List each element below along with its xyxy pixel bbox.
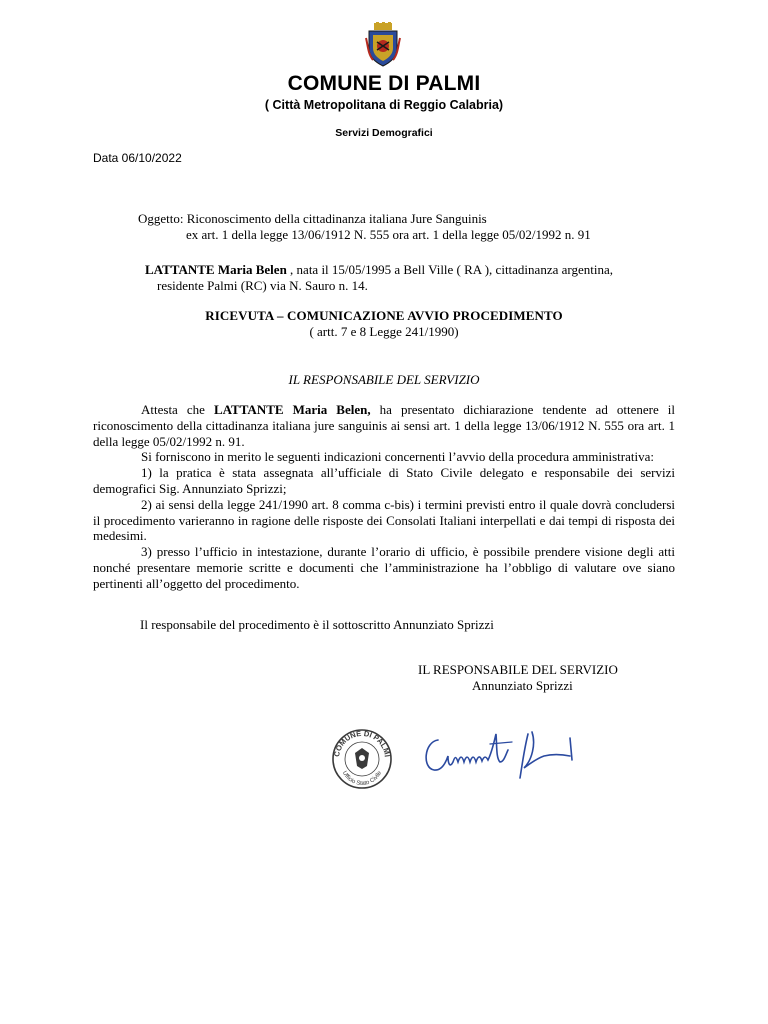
person-residence: residente Palmi (RC) via N. Sauro n. 14.: [157, 278, 368, 293]
person-line-1: [145, 262, 705, 278]
body-paragraph-1: Attesta che LATTANTE Maria Belen, ha presentato dichiarazione tendente ad ottenere il riconoscimento della cittadinanza italiana jure sanguinis ai sensi art. 1 della legge 13/06/1912 N. 555 ora art. 1 della legge 05/02/1992 n. 91.: [93, 402, 675, 449]
person-block: [145, 262, 705, 294]
signer-title: IL RESPONSABILE DEL SERVIZIO: [418, 662, 618, 677]
page-title: COMUNE DI PALMI: [287, 72, 481, 95]
signer-block: [418, 662, 658, 694]
receipt-subtitle: ( artt. 7 e 8 Legge 241/1990): [309, 324, 459, 339]
handwritten-signature-icon: [420, 722, 585, 782]
svg-text:Ufficio Stato Civile: Ufficio Stato Civile: [340, 770, 384, 788]
body-paragraph-5: 3) presso l’ufficio in intestazione, durante l’orario di ufficio, è possibile prendere visione degli atti nonché presentare memorie scritte e documenti che l’amministrazione ha l’obbligo di valutare ove siano pertinenti all’oggetto del procedimento.: [93, 544, 675, 591]
body-paragraph-4: 2) ai sensi della legge 241/1990 art. 8 comma c-bis) i termini previsti entro il quale dovrà concludersi il procedimento varieranno in ragione delle risposte dei Consolati Italiani interpellati e dai tempi di risposta dei medesimi.: [93, 496, 675, 544]
coat-of-arms-icon: [365, 22, 401, 68]
department-label: Servizi Demografici: [335, 127, 433, 139]
receipt-title: RICEVUTA – COMUNICAZIONE AVVIO PROCEDIMENTO: [205, 308, 563, 323]
person-details: , nata il 15/05/1995 a Bell Ville ( RA ), cittadinanza argentina,: [286, 262, 613, 277]
subject-line-1: Oggetto: Riconoscimento della cittadinanza italiana Jure Sanguinis: [138, 211, 487, 226]
subject-line-2: ex art. 1 della legge 13/06/1912 N. 555 ora art. 1 della legge 05/02/1992 n. 91: [186, 227, 591, 242]
official-stamp-icon: [331, 728, 393, 790]
body-text: [93, 402, 675, 592]
body-paragraph-2: Si forniscono in merito le seguenti indicazioni concernenti l’avvio della procedura amministrativa:: [141, 449, 654, 465]
document-date: Data 06/10/2022: [93, 151, 182, 165]
signer-name: Annunziato Sprizzi: [472, 678, 573, 693]
person-name: LATTANTE Maria Belen: [145, 262, 287, 277]
body-paragraph-3: 1) la pratica è stata assegnata all’ufficiale di Stato Civile delegato e responsabile dei servizi demografici Sig. Annunziato Sprizzi;: [93, 465, 675, 496]
svg-text:COMUNE DI PALMI: COMUNE DI PALMI: [332, 728, 392, 758]
responsabile-heading: IL RESPONSABILE DEL SERVIZIO: [288, 372, 480, 387]
receipt-heading: [0, 308, 768, 340]
page-subtitle: ( Città Metropolitana di Reggio Calabria): [264, 98, 504, 112]
subject-block: [138, 211, 698, 243]
closing-line: Il responsabile del procedimento è il sottoscritto Annunziato Sprizzi: [140, 617, 494, 632]
